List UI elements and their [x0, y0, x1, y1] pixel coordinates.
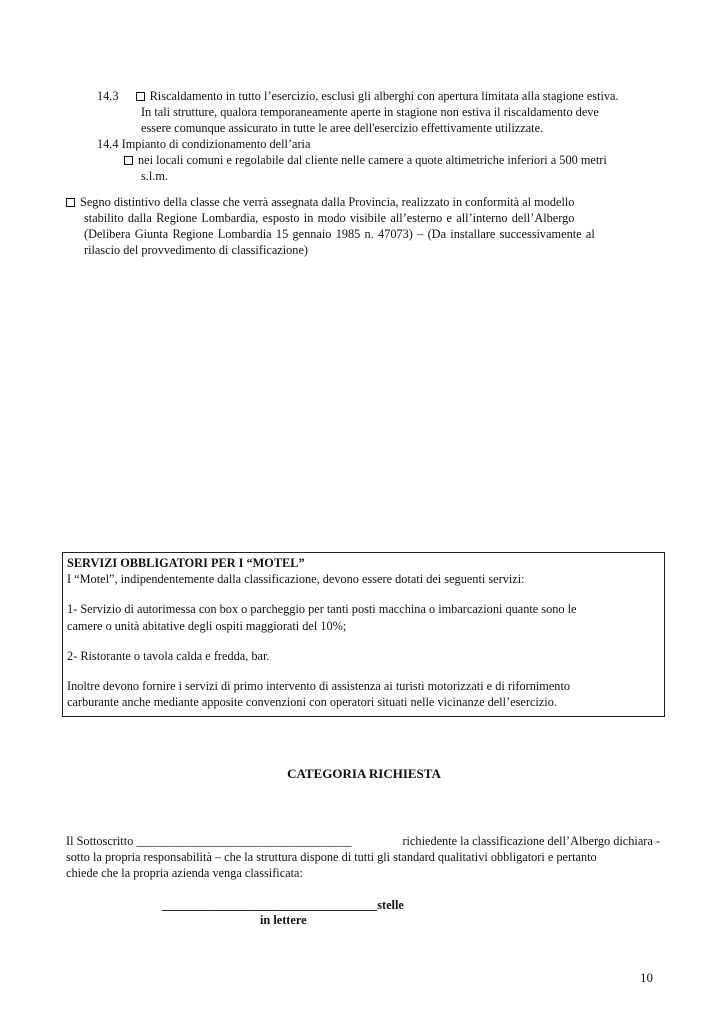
motel-item2: 2- Ristorante o tavola calda e fredda, bar. [67, 648, 270, 663]
motel-note-line1: Inoltre devono fornire i servizi di primo intervento di assistenza ai turisti motorizzati e di rifornimento [67, 679, 571, 694]
segno-line4: rilascio del provvedimento di classificazione) [84, 243, 308, 257]
stelle-label: stelle [377, 898, 404, 912]
stelle-line [162, 897, 404, 913]
categoria-line2: sotto la propria responsabilità – che la struttura dispone di tutti gli standard qualitativi obbligatori e pertanto [66, 850, 597, 864]
motel-item1-line1: 1- Servizio di autorimessa con box o parcheggio per tanti posti macchina o imbarcazioni quante sono le [67, 602, 577, 617]
checkbox-14-3[interactable] [136, 92, 145, 101]
sottoscritto-field[interactable]: Il Sottoscritto ___________________________________ [66, 834, 352, 848]
page-number: 10 [640, 970, 653, 985]
item-14-4-heading: 14.4 Impianto di condizionamento dell’aria [97, 137, 311, 151]
motel-note-line2: carburante anche mediante apposite convenzioni con operatori situati nelle vicinanze dell’esercizio. [67, 695, 557, 710]
item-14-3-line1: 14.3 Riscaldamento in tutto l’esercizio, esclusi gli alberghi con apertura limitata alla stagione estiva. [97, 89, 619, 103]
segno-line3: (Delibera Giunta Regione Lombardia 15 gennaio 1985 n. 47073) – (Da installare successivamente al [84, 227, 595, 241]
item-14-4-line1: nei locali comuni e regolabile dal cliente nelle camere a quote altimetriche inferiori a 500 metri [124, 152, 607, 168]
item-14-3-line3: essere comunque assicurato in tutte le aree dell'esercizio effettivamente utilizzate. [141, 121, 544, 135]
motel-box-title: SERVIZI OBBLIGATORI PER I “MOTEL” [67, 556, 305, 570]
checkbox-14-4[interactable] [124, 156, 133, 165]
motel-item1-line2: camere o unità abitative degli ospiti maggiorati del 10%; [67, 618, 347, 633]
segno-line2: stabilito dalla Regione Lombardia, esposto in modo visibile all’esterno e all’interno dell’Albergo [84, 211, 575, 225]
in-lettere-label: in lettere [260, 913, 307, 927]
item-14-4-line2: s.l.m. [141, 169, 168, 183]
categoria-heading: CATEGORIA RICHIESTA [287, 766, 441, 781]
item-14-3-number: 14.3 [97, 89, 119, 103]
categoria-line1: Il Sottoscritto ___________________________________ richiedente la classificazione dell’Albergo dichiara - [66, 834, 660, 848]
checkbox-segno[interactable] [66, 198, 75, 207]
stelle-field[interactable]: ___________________________________ [162, 898, 378, 912]
motel-box-intro: I “Motel”, indipendentemente dalla classificazione, devono essere dotati dei seguenti servizi: [67, 572, 525, 587]
motel-services-box [62, 552, 665, 717]
item-14-3-line2: In tali strutture, qualora temporaneamente aperte in stagione non estiva il riscaldamento deve [141, 105, 599, 119]
categoria-line3: chiede che la propria azienda venga classificata: [66, 866, 303, 880]
segno-line1: Segno distintivo della classe che verrà assegnata dalla Provincia, realizzato in conformità al modello [66, 194, 660, 210]
